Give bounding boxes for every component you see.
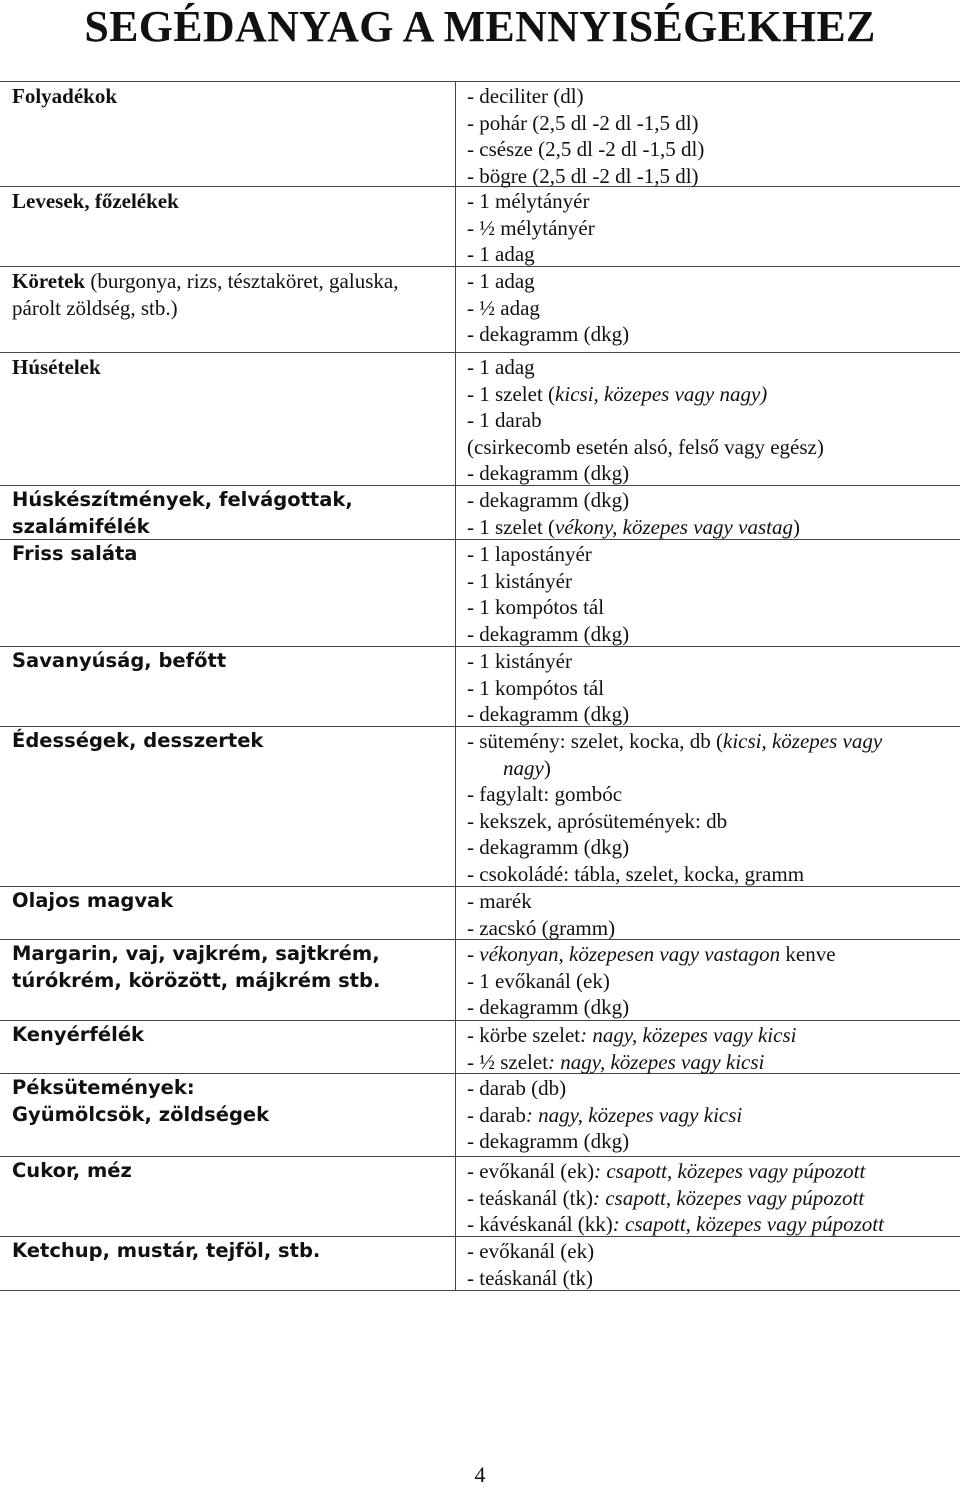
units-cell [456, 1157, 960, 1236]
category-cell [0, 1157, 456, 1236]
units-cell [456, 353, 960, 485]
unit-line: - dekagramm (dkg) [467, 835, 630, 859]
table-row [0, 940, 960, 1021]
page-number: 4 [474, 1462, 486, 1487]
table-row [0, 1157, 960, 1237]
category-label: Édességek, desszertek [12, 729, 264, 752]
unit-line: - dekagramm (dkg) [467, 488, 630, 512]
category-cell [0, 187, 456, 266]
unit-line: - marék [467, 889, 532, 913]
unit-line: - dekagramm (dkg) [467, 702, 630, 726]
unit-line: (csirkecomb esetén alsó, felső vagy egész) [467, 434, 824, 459]
unit-text: - kávéskanál (kk) [467, 1212, 613, 1236]
unit-line: - 1 adag [467, 242, 535, 266]
unit-size-options: kicsi, közepes vagy nagy) [555, 381, 768, 406]
unit-line: - darab (db) [467, 1076, 567, 1100]
unit-amount-options: : csapott, közepes vagy púpozott [592, 1185, 865, 1210]
unit-line [467, 1102, 956, 1129]
category-cell [0, 1074, 456, 1156]
unit-line: - 1 adag [467, 355, 535, 379]
table-row [0, 353, 960, 486]
unit-thickness-options: vékonyan, közepesen vagy vastagon [479, 942, 781, 966]
category-cell [0, 1021, 456, 1073]
unit-line: - pohár (2,5 dl -2 dl -1,5 dl) [467, 110, 699, 135]
category-cell [0, 887, 456, 939]
category-label: Húskészítmények, felvágottak, szalámifélék [12, 488, 353, 538]
unit-line: - 1 kistányér [467, 649, 572, 673]
category-label: Olajos magvak [12, 889, 174, 912]
unit-line [467, 1158, 956, 1185]
unit-line [467, 728, 956, 755]
unit-size-options: nagy [503, 755, 544, 780]
category-cell [0, 486, 456, 539]
category-cell [0, 353, 456, 485]
unit-line: - 1 lapostányér [467, 542, 592, 566]
units-cell [456, 647, 960, 726]
unit-line: - teáskanál (tk) [467, 1265, 593, 1290]
unit-size-options: : nagy, közepes vagy kicsi [525, 1102, 743, 1127]
category-label: Péksütemények: [12, 1076, 195, 1099]
table-row [0, 887, 960, 940]
category-label: Levesek, főzelékek [12, 189, 179, 213]
unit-text: - körbe szelet [467, 1023, 581, 1047]
units-cell [456, 187, 960, 266]
unit-line [467, 1185, 956, 1212]
unit-line: - csokoládé: tábla, szelet, kocka, gramm [467, 861, 805, 886]
unit-line: - 1 kompótos tál [467, 595, 605, 619]
units-cell [456, 540, 960, 646]
unit-size-options: vékony, közepes vagy vastag [555, 514, 793, 539]
category-cell [0, 727, 456, 886]
unit-line: - dekagramm (dkg) [467, 322, 630, 346]
table-row [0, 647, 960, 727]
page-title: SEGÉDANYAG A MENNYISÉGEKHEZ [84, 2, 876, 51]
unit-text: kenve [780, 942, 836, 966]
units-cell [456, 486, 960, 539]
unit-line: - kekszek, aprósütemények: db [467, 808, 728, 833]
unit-line [467, 755, 956, 782]
unit-line: - 1 kompótos tál [467, 675, 605, 700]
category-label: Ketchup, mustár, tejföl, stb. [12, 1239, 321, 1262]
unit-line [467, 941, 956, 968]
unit-text: - 1 szelet ( [467, 381, 556, 406]
unit-line: - ½ adag [467, 295, 540, 320]
table-row [0, 187, 960, 267]
table-row [0, 727, 960, 887]
category-cell [0, 82, 456, 186]
unit-line: - 1 mélytányér [467, 189, 590, 213]
unit-amount-options: : csapott, közepes vagy púpozott [612, 1212, 884, 1236]
units-cell [456, 1237, 960, 1290]
unit-text: - ½ szelet [467, 1049, 549, 1074]
category-cell [0, 1237, 456, 1290]
unit-line: - bögre (2,5 dl -2 dl -1,5 dl) [467, 163, 699, 188]
quantity-table [0, 81, 960, 1291]
units-cell [456, 82, 960, 186]
unit-size-options: : nagy, közepes vagy kicsi [580, 1023, 797, 1047]
unit-line: - 1 evőkanál (ek) [467, 968, 610, 993]
units-cell [456, 727, 960, 886]
category-cell [0, 940, 456, 1020]
unit-text: ) [792, 514, 800, 539]
unit-line: - fagylalt: gombóc [467, 782, 623, 806]
unit-line: - csésze (2,5 dl -2 dl -1,5 dl) [467, 137, 705, 161]
unit-line: - deciliter (dl) [467, 84, 584, 108]
unit-line: - 1 kistányér [467, 568, 572, 593]
units-cell [456, 887, 960, 939]
units-cell [456, 1074, 960, 1156]
category-label: Cukor, méz [12, 1159, 132, 1182]
unit-line [467, 514, 956, 541]
unit-text: - sütemény: szelet, kocka, db ( [467, 729, 723, 753]
category-label: Köretek [12, 269, 86, 293]
unit-text: - 1 szelet ( [467, 514, 556, 539]
category-label: Folyadékok [12, 84, 118, 108]
category-label: Kenyérfélék [12, 1023, 145, 1046]
units-cell [456, 1021, 960, 1073]
table-row [0, 82, 960, 187]
category-label: Gyümölcsök, zöldségek [12, 1102, 270, 1126]
unit-text: - [467, 942, 480, 966]
category-detail: (burgonya, rizs, tésztaköret, galuska, párolt zöldség, stb.) [12, 269, 399, 320]
unit-line: - dekagramm (dkg) [467, 1129, 630, 1153]
unit-line: - 1 adag [467, 269, 535, 293]
unit-text: - teáskanál (tk) [467, 1185, 593, 1210]
category-label: Margarin, vaj, vajkrém, sajtkrém, túrókrém, körözött, májkrém stb. [12, 942, 381, 992]
category-label: Húsételek [12, 355, 101, 379]
unit-line [467, 1049, 956, 1076]
category-label: Savanyúság, befőtt [12, 649, 227, 672]
unit-size-options: kicsi, közepes vagy [723, 729, 883, 753]
table-row [0, 1237, 960, 1291]
unit-text: ) [543, 755, 551, 780]
table-row [0, 486, 960, 540]
units-cell [456, 267, 960, 352]
table-row [0, 267, 960, 353]
unit-amount-options: : csapott, közepes vagy púpozott [594, 1159, 866, 1183]
category-label: Friss saláta [12, 542, 138, 565]
table-row [0, 1074, 960, 1157]
table-row [0, 1021, 960, 1074]
unit-size-options: : nagy, közepes vagy kicsi [548, 1049, 765, 1074]
table-row [0, 540, 960, 647]
unit-line [467, 1022, 956, 1049]
unit-line [467, 1211, 956, 1238]
category-cell [0, 647, 456, 726]
category-cell [0, 540, 456, 646]
unit-line: - zacskó (gramm) [467, 915, 616, 940]
unit-line: - dekagramm (dkg) [467, 461, 630, 485]
unit-line: - dekagramm (dkg) [467, 995, 630, 1019]
unit-line [467, 381, 956, 408]
category-cell [0, 267, 456, 352]
unit-text: - evőkanál (ek) [467, 1159, 595, 1183]
unit-line: - 1 darab [467, 408, 542, 432]
unit-line: - ½ mélytányér [467, 215, 595, 240]
unit-line: - dekagramm (dkg) [467, 621, 630, 646]
unit-line: - evőkanál (ek) [467, 1239, 595, 1263]
units-cell [456, 940, 960, 1020]
unit-text: - darab [467, 1102, 526, 1127]
